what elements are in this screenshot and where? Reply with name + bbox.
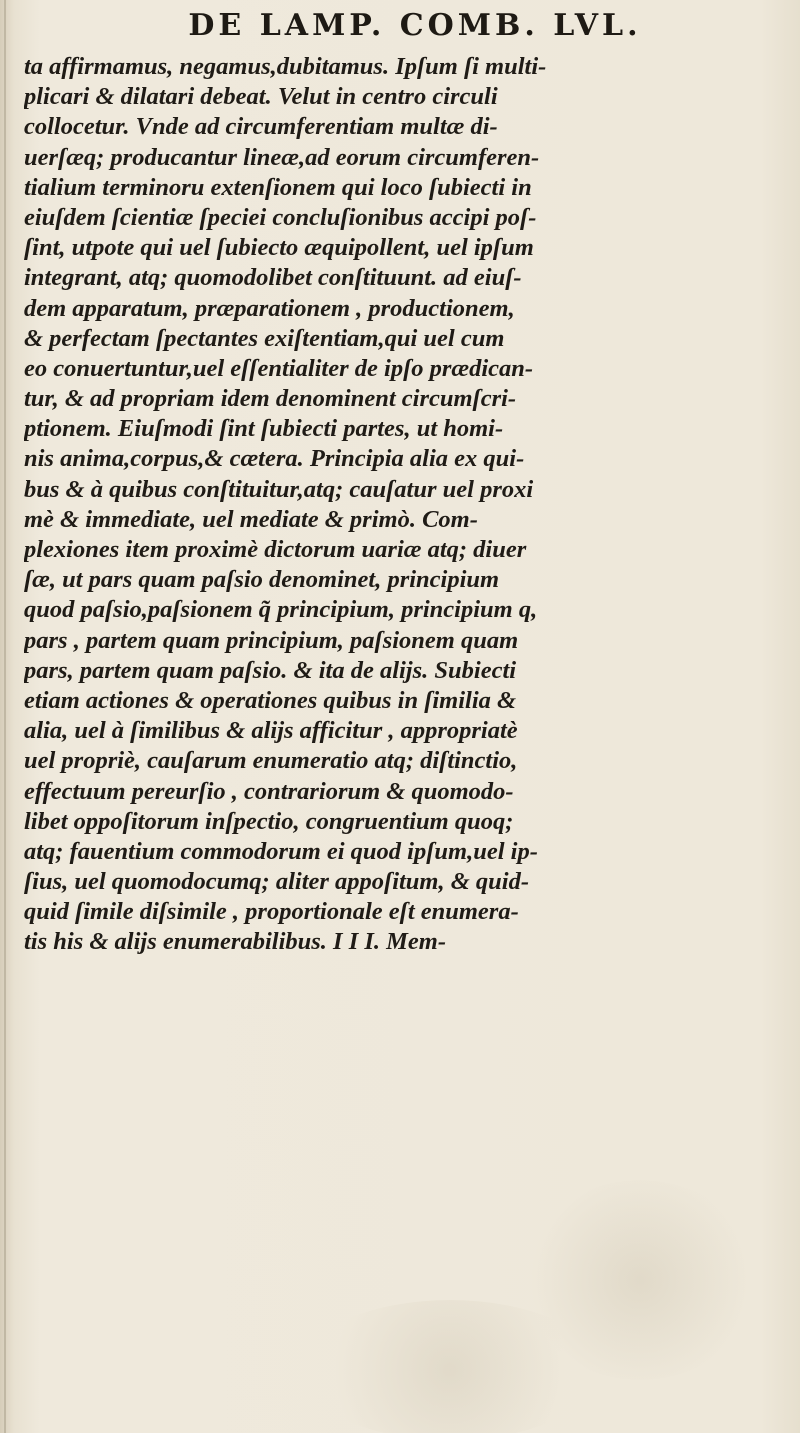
text-line: ſint, utpote qui uel ſubiecto æquipollent, uel ipſum — [24, 234, 534, 262]
body-text — [24, 52, 769, 958]
text-line: tur, & ad propriam idem denominent circumſcri- — [24, 385, 517, 413]
text-line: tialium terminoru extenſionem qui loco ſubiecti in — [24, 173, 532, 201]
text-line: etiam actiones & operationes quibus in ſimilia & — [24, 686, 517, 714]
text-line: uerſæq; producantur lineæ,ad eorum circumferen- — [24, 143, 540, 171]
text-line: libet oppoſitorum inſpectio, congruentium quoq; — [24, 807, 514, 835]
text-line: atq; fauentium commodorum ei quod ipſum,uel ip- — [24, 837, 538, 865]
text-line: quid ſimile diſsimile , proportionale eſt enumera- — [24, 898, 519, 926]
text-line: ptionem. Eiuſmodi ſint ſubiecti partes, ut homi- — [24, 415, 504, 443]
text-line: pars, partem quam paſsio. & ita de alijs. Subiecti — [24, 656, 517, 684]
text-line: uel propriè, cauſarum enumeratio atq; diſtinctio, — [24, 747, 518, 775]
text-line: collocetur. Vnde ad circumferentiam multæ di- — [24, 113, 498, 141]
text-line: nis anima,corpus,& cætera. Principia alia ex qui- — [24, 445, 525, 473]
text-line: plicari & dilatari debeat. Velut in centro circuli — [24, 83, 498, 111]
text-line: integrant, atq; quomodolibet conſtituunt. ad eiuſ- — [24, 264, 522, 292]
page-gutter — [4, 0, 6, 1433]
text-line: eo conuertuntur,uel eſſentialiter de ipſo prædican- — [24, 354, 534, 382]
text-line: dem apparatum, præparationem , productionem, — [24, 294, 515, 322]
text-line: plexiones item proximè dictorum uariæ atq; diuer — [24, 536, 527, 563]
text-line: alia, uel à ſimilibus & alijs afficitur , appropriatè — [24, 717, 518, 745]
text-line: ſius, uel quomodocumq; aliter appoſitum, & quid- — [24, 868, 530, 896]
text-line: bus & à quibus conſtituitur,atq; cauſatur uel proxi — [24, 475, 534, 503]
text-line: ta affirmamus, negamus,dubitamus. Ipſum ſi multi- — [24, 53, 547, 80]
paper-stain — [300, 1300, 600, 1433]
running-header: DE LAMP. COMB. LVL. — [188, 8, 642, 43]
text-line: ſæ, ut pars quam paſsio denominet, principium — [24, 566, 500, 594]
text-line: effectuum pereurſio , contrariorum & quomodo- — [24, 777, 514, 805]
text-line: pars , partem quam principium, paſsionem quam — [24, 626, 519, 654]
text-line: & perfectam ſpectantes exiſtentiam,qui uel cum — [24, 324, 505, 352]
text-line: quod paſsio,paſsionem q̃ principium, principium q, — [24, 596, 538, 624]
text-line: eiuſdem ſcientiæ ſpeciei concluſionibus accipi poſ- — [24, 203, 537, 231]
text-line: mè & immediate, uel mediate & primò. Com- — [24, 505, 478, 533]
text-line: tis his & alijs enumerabilibus. I I I. Mem- — [24, 928, 447, 956]
